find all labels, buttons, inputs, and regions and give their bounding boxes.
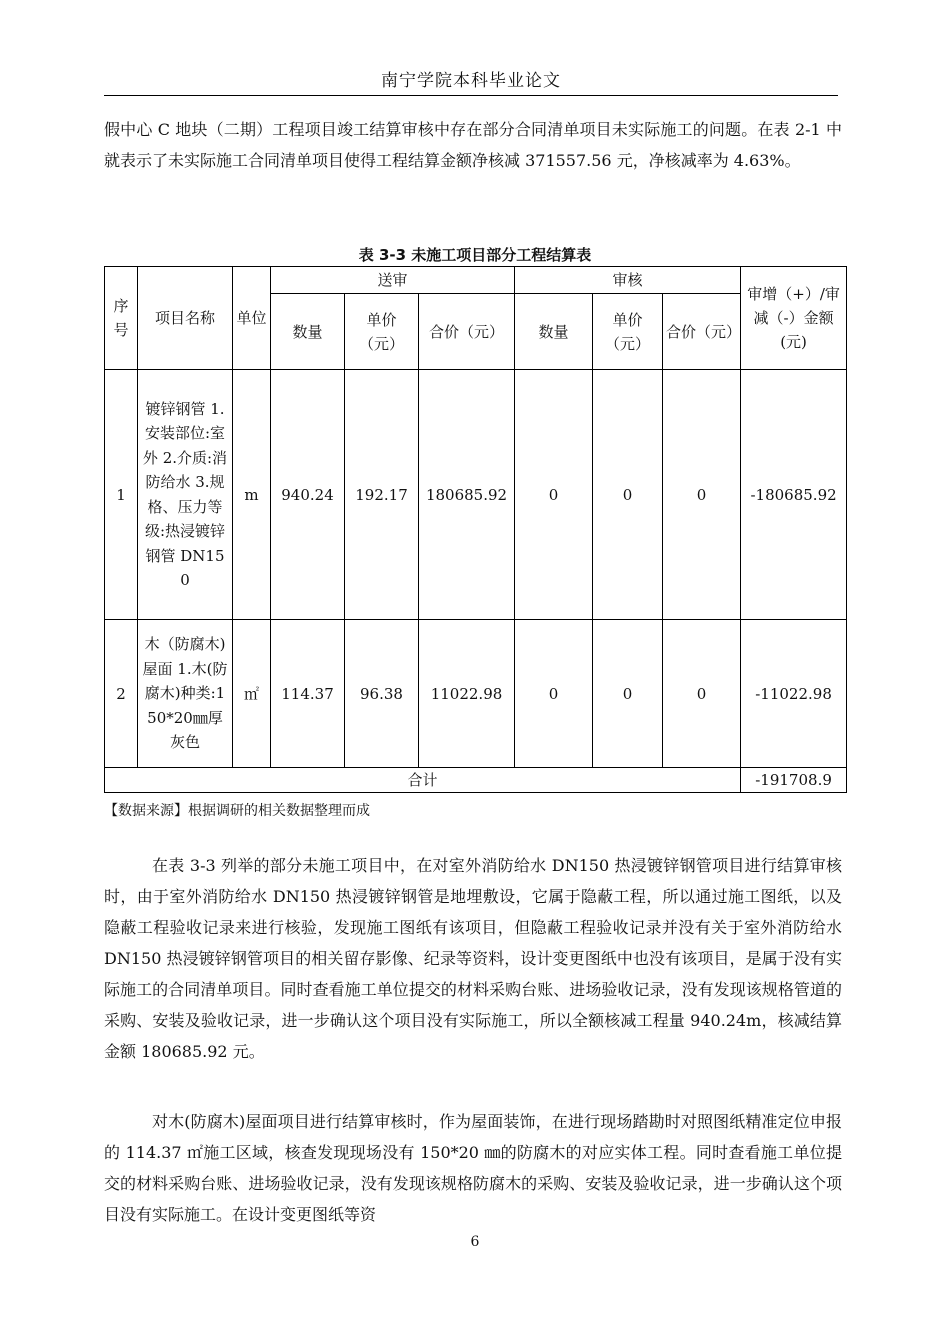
cell-submitted-qty: 940.24 [271,370,345,620]
cell-seq: 2 [105,620,138,768]
page-number: 6 [470,1234,480,1250]
cell-audited-total: 0 [663,620,741,768]
header-audited-price: 单价（元） [593,294,663,370]
header-submitted-total: 合价（元） [419,294,515,370]
table-row [105,620,847,768]
cell-diff: -11022.98 [741,620,847,768]
page-header-title: 南宁学院本科毕业论文 [381,71,561,91]
table-caption: 表 3-3 未施工项目部分工程结算表 [358,246,592,264]
cell-name: 镀锌钢管 1.安装部位:室外 2.介质:消防给水 3.规格、压力等级:热浸镀锌钢管 DN150 [138,370,233,620]
cell-audited-price: 0 [593,620,663,768]
cell-diff: -180685.92 [741,370,847,620]
header-audited-qty: 数量 [515,294,593,370]
table-total-row [105,768,847,793]
cell-submitted-price: 192.17 [345,370,419,620]
cell-unit: m [233,370,271,620]
total-value: -191708.9 [741,768,847,793]
header-submitted-qty: 数量 [271,294,345,370]
cell-submitted-total: 180685.92 [419,370,515,620]
header-submitted: 送审 [271,267,515,294]
intro-paragraph: 假中心 C 地块（二期）工程项目竣工结算审核中存在部分合同清单项目未实际施工的问题。在表 2-1 中就表示了未实际施工合同清单项目使得工程结算金额净核减 371557.56 元，净核减率为 4.63%。 [104,120,842,170]
cell-audited-total: 0 [663,370,741,620]
data-source-note: 【数据来源】根据调研的相关数据整理而成 [104,803,370,819]
total-label: 合计 [105,768,741,793]
header-divider [104,95,838,96]
cell-submitted-total: 11022.98 [419,620,515,768]
cell-audited-qty: 0 [515,620,593,768]
header-audited-total: 合价（元） [663,294,741,370]
cell-submitted-price: 96.38 [345,620,419,768]
header-audited: 审核 [515,267,741,294]
cell-unit: ㎡ [233,620,271,768]
header-unit: 单位 [233,267,271,370]
cell-audited-qty: 0 [515,370,593,620]
header-seq: 序号 [105,267,138,370]
analysis-paragraph-1: 在表 3-3 列举的部分未施工项目中，在对室外消防给水 DN150 热浸镀锌钢管项目进行结算审核时，由于室外消防给水 DN150 热浸镀锌钢管是地埋敷设，它属于隐蔽工程，所以通过施工图纸，以及隐蔽工程验收记录来进行核验，发现施工图纸有该项目，但隐蔽工程验收记录并没有关于室外消防给水 DN150 热浸镀锌钢管项目的相关留存影像、纪录等资料，设计变更图纸中也没有该项目，是属于没有实际施工的合同清单项目。同时查看施工单位提交的材料采购台账、进场验收记录，没有发现该规格管道的采购、安装及验收记录，进一步确认这个项目没有实际施工，所以全额核减工程量 940.24m，核减结算金额 180685.92 元。 [104,856,842,1061]
header-name: 项目名称 [138,267,233,370]
table-row [105,370,847,620]
header-submitted-price: 单价（元） [345,294,419,370]
analysis-paragraph-2: 对木(防腐木)屋面项目进行结算审核时，作为屋面装饰，在进行现场踏勘时对照图纸精准定位申报的 114.37 ㎡施工区域，核查发现现场没有 150*20 ㎜的防腐木的对应实体工程。同时查看施工单位提交的材料采购台账、进场验收记录，没有发现该规格防腐木的采购、安装及验收记录，进一步确认这个项目没有实际施工。在设计变更图纸等资 [104,1112,842,1224]
cell-name: 木（防腐木)屋面 1.木(防腐木)种类:150*20㎜厚灰色 [138,620,233,768]
header-diff: 审增（+）/审减（-）金额(元) [741,267,847,370]
cell-submitted-qty: 114.37 [271,620,345,768]
settlement-table [104,266,847,793]
cell-seq: 1 [105,370,138,620]
cell-audited-price: 0 [593,370,663,620]
